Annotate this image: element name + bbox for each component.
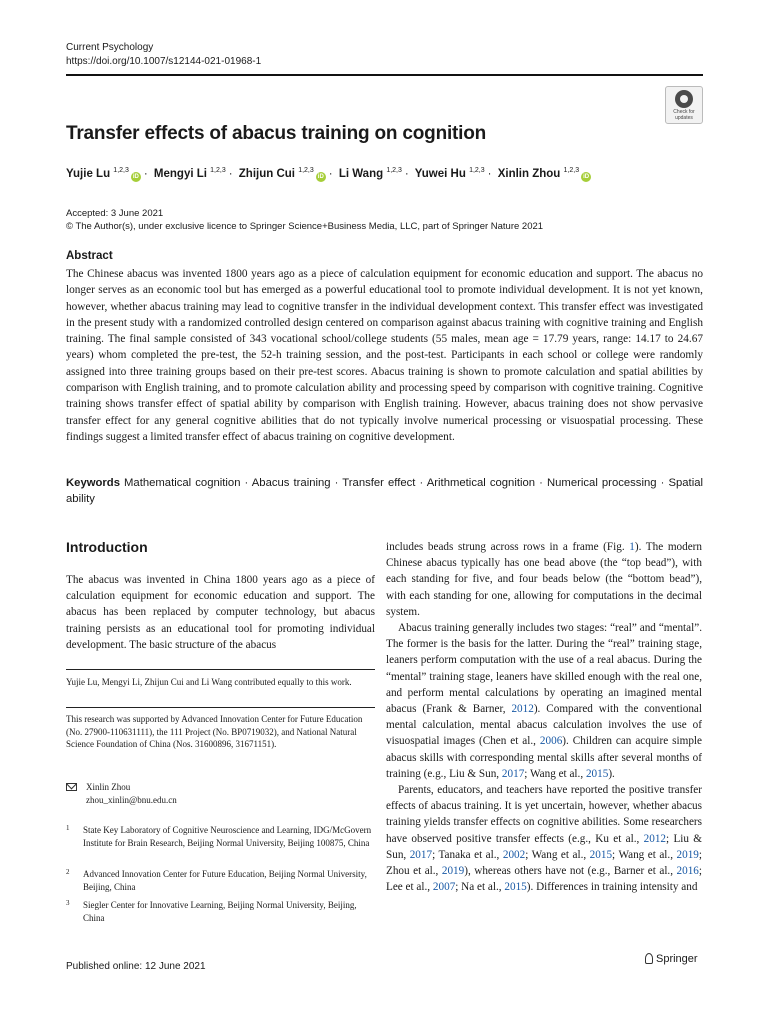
abstract-heading: Abstract bbox=[66, 250, 113, 262]
body-paragraph bbox=[386, 539, 702, 620]
author[interactable]: Li Wang $^{1,2,3}$ bbox=[338, 167, 402, 180]
accepted-date: Accepted: 3 June 2021 bbox=[66, 208, 164, 219]
corresponding-author: Xinlin Zhou bbox=[86, 782, 131, 792]
author[interactable]: Xinlin Zhou $^{1,2,3}$iD bbox=[497, 167, 590, 180]
citation-link[interactable]: 2019 bbox=[676, 848, 699, 861]
check-updates-line1: Check for bbox=[673, 109, 695, 115]
paragraph-text: ; Wang et al., bbox=[525, 848, 590, 861]
copyright-notice: © The Author(s), under exclusive licence to Springer Science+Business Media, LLC, part of Springer Nature 2021 bbox=[66, 221, 544, 232]
orcid-icon[interactable]: iD bbox=[132, 174, 139, 180]
author[interactable]: Zhijun Cui $^{1,2,3}$iD bbox=[238, 167, 324, 180]
paragraph-text: includes beads strung across rows in a frame (Fig. bbox=[386, 541, 630, 553]
citation-link[interactable]: 2015 bbox=[504, 881, 527, 894]
envelope-icon bbox=[66, 783, 77, 791]
published-online-date: Published online: 12 June 2021 bbox=[66, 961, 206, 972]
introduction-paragraph: The abacus was invented in China 1800 years ago as a piece of calculation equipment for economic education and support. The abacus has been replaced by computer technology, but abacus training persists as an educational tool for promoting individual development. The basic structure of the abacus bbox=[66, 574, 375, 651]
author-separator: · bbox=[143, 168, 148, 180]
paragraph-text: ). The modern Chinese abacus typically has one bead above (the “top bead”), with each standing for five, and four beads below (the “bottom bead”), with each standing for one, allowing for computations in the decimal system. bbox=[386, 541, 702, 618]
introduction-heading: Introduction bbox=[66, 539, 148, 555]
equal-contribution-note: Yujie Lu, Mengyi Li, Zhijun Cui and Li Wang contributed equally to this work. bbox=[66, 677, 352, 687]
author[interactable]: Yujie Lu $^{1,2,3}$iD bbox=[66, 167, 139, 180]
body-paragraph bbox=[386, 620, 702, 782]
paragraph-text: Abacus training generally includes two stages: “real” and “mental”. The former is the basis for the latter. During the “real” training stage, leaners perform computation with the use of a real abacus. During the “mental” training stage, leaners have skilled enough with the real one, and perform mental calculations by operating an imagined mental abacus (Frank & Barner, bbox=[386, 622, 702, 716]
author-affiliation: 1,2,3 bbox=[386, 167, 402, 175]
paragraph-text: ; Wang et al., bbox=[524, 767, 586, 780]
author-affiliation: 1,2,3 bbox=[469, 167, 485, 175]
check-updates-icon bbox=[675, 90, 693, 108]
funding-note: This research was supported by Advanced Innovation Center for Future Education (No. 27900-110631111), the 111 Project (No. BP0719032), and National Natural Science Foundation of China (Nos. 31600896, 31671151). bbox=[66, 714, 363, 749]
citation-link[interactable]: 2017 bbox=[409, 848, 433, 861]
paragraph-text: ). Children can acquire simple abacus skills with corresponding mental skills after several months of training (e.g., Liu & Sun, bbox=[386, 735, 703, 780]
abstract-text: The Chinese abacus was invented 1800 years ago as a piece of calculation equipment for economic education and support. The abacus no longer serves as an economic tool but has emerged as a powerful educational tool to promote individual development. It is not yet known, however, whether abacus training may lead to cognitive transfer in the individual development context. This transfer effect was investigated in the present study with a randomized controlled design centered on comparison against abacus training with cognitive training and English training. The final sample consisted of 343 vocational school/college students (55 males, mean age = 17.79 years, range: 14.17 to 24.67 years) whom completed the pre-test, the 52-h training session, and the post-test. Participants in each school or college were randomly assigned into three training groups based on their pre-test scores. Abacus training is shown to promote calculation and spatial abilities by comparison with English training, and to promote calculation ability and processing speed by comparison with cognitive training. Cognitive training shows transfer effect of spatial ability by comparison with English training. However, abacus training does not show pervasive transfer effect for any general cognitive abilities that do not typically involve numerical processing or visuospatial processing. These findings suggest a limited transfer effect of abacus training on cognitive development. bbox=[66, 268, 703, 443]
keywords bbox=[66, 475, 703, 508]
citation-link[interactable]: 2015 bbox=[589, 848, 613, 861]
introduction-right-column bbox=[386, 539, 702, 895]
journal-name: Current Psychology bbox=[66, 42, 154, 53]
citation-link[interactable]: 2016 bbox=[676, 865, 699, 878]
paragraph-text: ; Liu & Sun, bbox=[386, 832, 702, 861]
keywords-list: Mathematical cognition · Abacus training · Transfer effect · Arithmetical cognition · Numerical processing · Spatial ability bbox=[66, 477, 703, 506]
paragraph-text: ; Wang et al., bbox=[612, 848, 677, 861]
paragraph-text: ). Compared with the conventional mental calculation, mental abacus calculation involves the use of visuospatial images (Chen et al., bbox=[386, 703, 702, 748]
springer-horse-icon bbox=[645, 953, 653, 964]
paragraph-text: ; Tanaka et al., bbox=[432, 848, 503, 861]
author-affiliation: 1,2,3 bbox=[210, 167, 226, 175]
check-updates-line2: updates bbox=[675, 115, 693, 121]
author-separator: · bbox=[228, 168, 233, 180]
author-affiliation: 1,2,3 bbox=[563, 167, 580, 175]
citation-link[interactable]: 1 bbox=[629, 541, 635, 553]
springer-logo bbox=[645, 952, 698, 966]
citation-link[interactable]: 2015 bbox=[585, 767, 609, 780]
affiliation-number: 2 bbox=[66, 868, 70, 876]
body-paragraph bbox=[386, 782, 702, 895]
paragraph-text: Parents, educators, and teachers have reported the positive transfer effects of abacus training. It is yet uncertain, however, whether abacus training yields transfer effects on cognitive abilities. Some researchers have observed positive transfer effects (e.g., Ku et al., bbox=[386, 784, 702, 845]
affiliation-number: 3 bbox=[66, 899, 70, 907]
footnote-rule bbox=[66, 669, 375, 670]
author[interactable]: Yuwei Hu $^{1,2,3}$ bbox=[414, 167, 485, 180]
publisher-name: Springer bbox=[656, 953, 698, 965]
orcid-icon[interactable]: iD bbox=[583, 174, 590, 180]
footnote-rule bbox=[66, 707, 375, 708]
citation-link[interactable]: 2006 bbox=[539, 735, 563, 748]
author[interactable]: Mengyi Li $^{1,2,3}$ bbox=[153, 167, 226, 180]
doi-link[interactable]: https://doi.org/10.1007/s12144-021-01968-1 bbox=[66, 56, 262, 67]
author-separator: · bbox=[487, 168, 492, 180]
check-for-updates-badge[interactable] bbox=[665, 86, 703, 124]
article-title: Transfer effects of abacus training on cognition bbox=[66, 123, 487, 144]
paragraph-text: ; Zhou et al., bbox=[386, 848, 702, 878]
corresponding-email[interactable]: zhou_xinlin@bnu.edu.cn bbox=[86, 795, 177, 805]
affiliation-text: Siegler Center for Innovative Learning, Beijing Normal University, Beijing, China bbox=[83, 900, 357, 923]
author-separator: · bbox=[328, 168, 333, 180]
affiliation-number: 1 bbox=[66, 824, 70, 832]
author-list bbox=[66, 166, 591, 182]
citation-link[interactable]: 2007 bbox=[432, 881, 456, 894]
citation-link[interactable]: 2012 bbox=[511, 703, 534, 716]
citation-link[interactable]: 2017 bbox=[501, 767, 525, 780]
author-affiliation: 1,2,3 bbox=[113, 167, 129, 175]
citation-link[interactable]: 2012 bbox=[643, 832, 667, 845]
citation-link[interactable]: 2002 bbox=[502, 848, 526, 861]
paragraph-text: ), whereas others have not (e.g., Barner et al., bbox=[464, 865, 677, 878]
orcid-icon[interactable]: iD bbox=[317, 174, 324, 180]
paragraph-text: ; Lee et al., bbox=[386, 865, 702, 894]
affiliation-text: State Key Laboratory of Cognitive Neuroscience and Learning, IDG/McGovern Institute for Brain Research, Beijing Normal University, Beijing 100875, China bbox=[83, 825, 372, 848]
paragraph-text: ). Differences in training intensity and bbox=[526, 881, 698, 894]
author-affiliation: 1,2,3 bbox=[298, 167, 314, 175]
author-separator: · bbox=[404, 168, 409, 180]
paragraph-text: ). bbox=[608, 767, 615, 780]
paragraph-text: ; Na et al., bbox=[455, 881, 505, 894]
keywords-label: Keywords bbox=[66, 477, 120, 489]
citation-link[interactable]: 2019 bbox=[441, 865, 465, 878]
affiliation-text: Advanced Innovation Center for Future Education, Beijing Normal University, Beijing, China bbox=[83, 869, 367, 892]
header-rule bbox=[66, 74, 703, 76]
